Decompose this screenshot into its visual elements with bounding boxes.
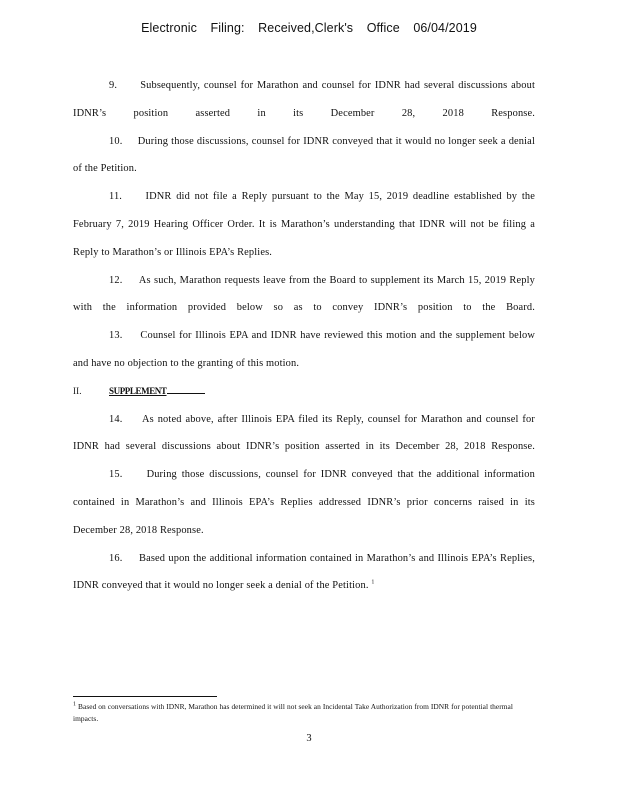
paragraph-number: 10. [109, 135, 123, 147]
footnote-mark: 1 [73, 701, 77, 708]
paragraph-text: Based upon the additional information contained in Marathon’s and Illinois EPA’s Replies, IDNR conveyed that it would no longer seek a denial of the Petition. [73, 552, 535, 592]
paragraph-number: 12. [109, 274, 123, 286]
section-number: II. [73, 385, 82, 396]
footnote-text: Based on conversations with IDNR, Marathon has determined it will not seek an Incidental Take Authorization from IDNR for potential thermal impacts. [73, 702, 513, 723]
paragraph-text: During those discussions, counsel for IDNR conveyed that it would no longer seek a denial of the Petition. [73, 135, 535, 175]
paragraph-16 [73, 545, 535, 601]
paragraph-13 [73, 322, 535, 378]
section-underline [167, 382, 205, 394]
paragraph-number: 11. [109, 191, 123, 203]
paragraph-text: IDNR did not file a Reply pursuant to the May 15, 2019 deadline established by the February 7, 2019 Hearing Officer Order. It is Marathon’s understanding that IDNR will not be filing a Reply to Marathon’s or Illinois EPA’s Replies. [73, 191, 535, 258]
paragraph-12 [73, 267, 535, 323]
paragraph-text: As such, Marathon requests leave from the Board to supplement its March 15, 2019 Reply with the information provided below so as to convey IDNR’s position to the Board. [73, 274, 535, 314]
paragraph-number: 13. [109, 330, 123, 342]
footnote-divider [73, 696, 217, 697]
paragraph-text: As noted above, after Illinois EPA filed its Reply, counsel for Marathon and counsel for IDNR had several discussions about IDNR’s position asserted in its December 28, 2018 Response. [73, 413, 536, 453]
paragraph-10 [73, 128, 535, 184]
paragraph-14 [73, 406, 535, 462]
filing-header: Electronic Filing: Received,Clerk's Office 06/04/2019 [141, 21, 477, 35]
paragraph-number: 15. [109, 469, 123, 481]
section-title: SUPPLEMENT [109, 385, 167, 396]
paragraph-number: 16. [109, 552, 123, 564]
paragraph-number: 14. [109, 413, 123, 425]
paragraph-text: Subsequently, counsel for Marathon and counsel for IDNR had several discussions about IDNR’s position asserted in its December 28, 2018 Response. [73, 80, 535, 119]
paragraph-text: Counsel for Illinois EPA and IDNR have reviewed this motion and the supplement below and have no objection to the granting of this motion. [73, 330, 535, 369]
section-heading [73, 378, 535, 406]
document-body [73, 72, 535, 600]
paragraph-number: 9. [109, 80, 118, 91]
paragraph-11 [73, 183, 535, 266]
footnote-reference[interactable]: 1 [371, 579, 375, 586]
page-number: 3 [306, 733, 312, 744]
footnote [73, 701, 513, 724]
paragraph-text: During those discussions, counsel for IDNR conveyed that the additional information contained in Marathon’s and Illinois EPA’s Replies addressed IDNR’s prior concerns raised in its December 28, 2018 Response. [73, 469, 535, 536]
paragraph-15 [73, 461, 535, 544]
paragraph-9 [73, 72, 535, 128]
